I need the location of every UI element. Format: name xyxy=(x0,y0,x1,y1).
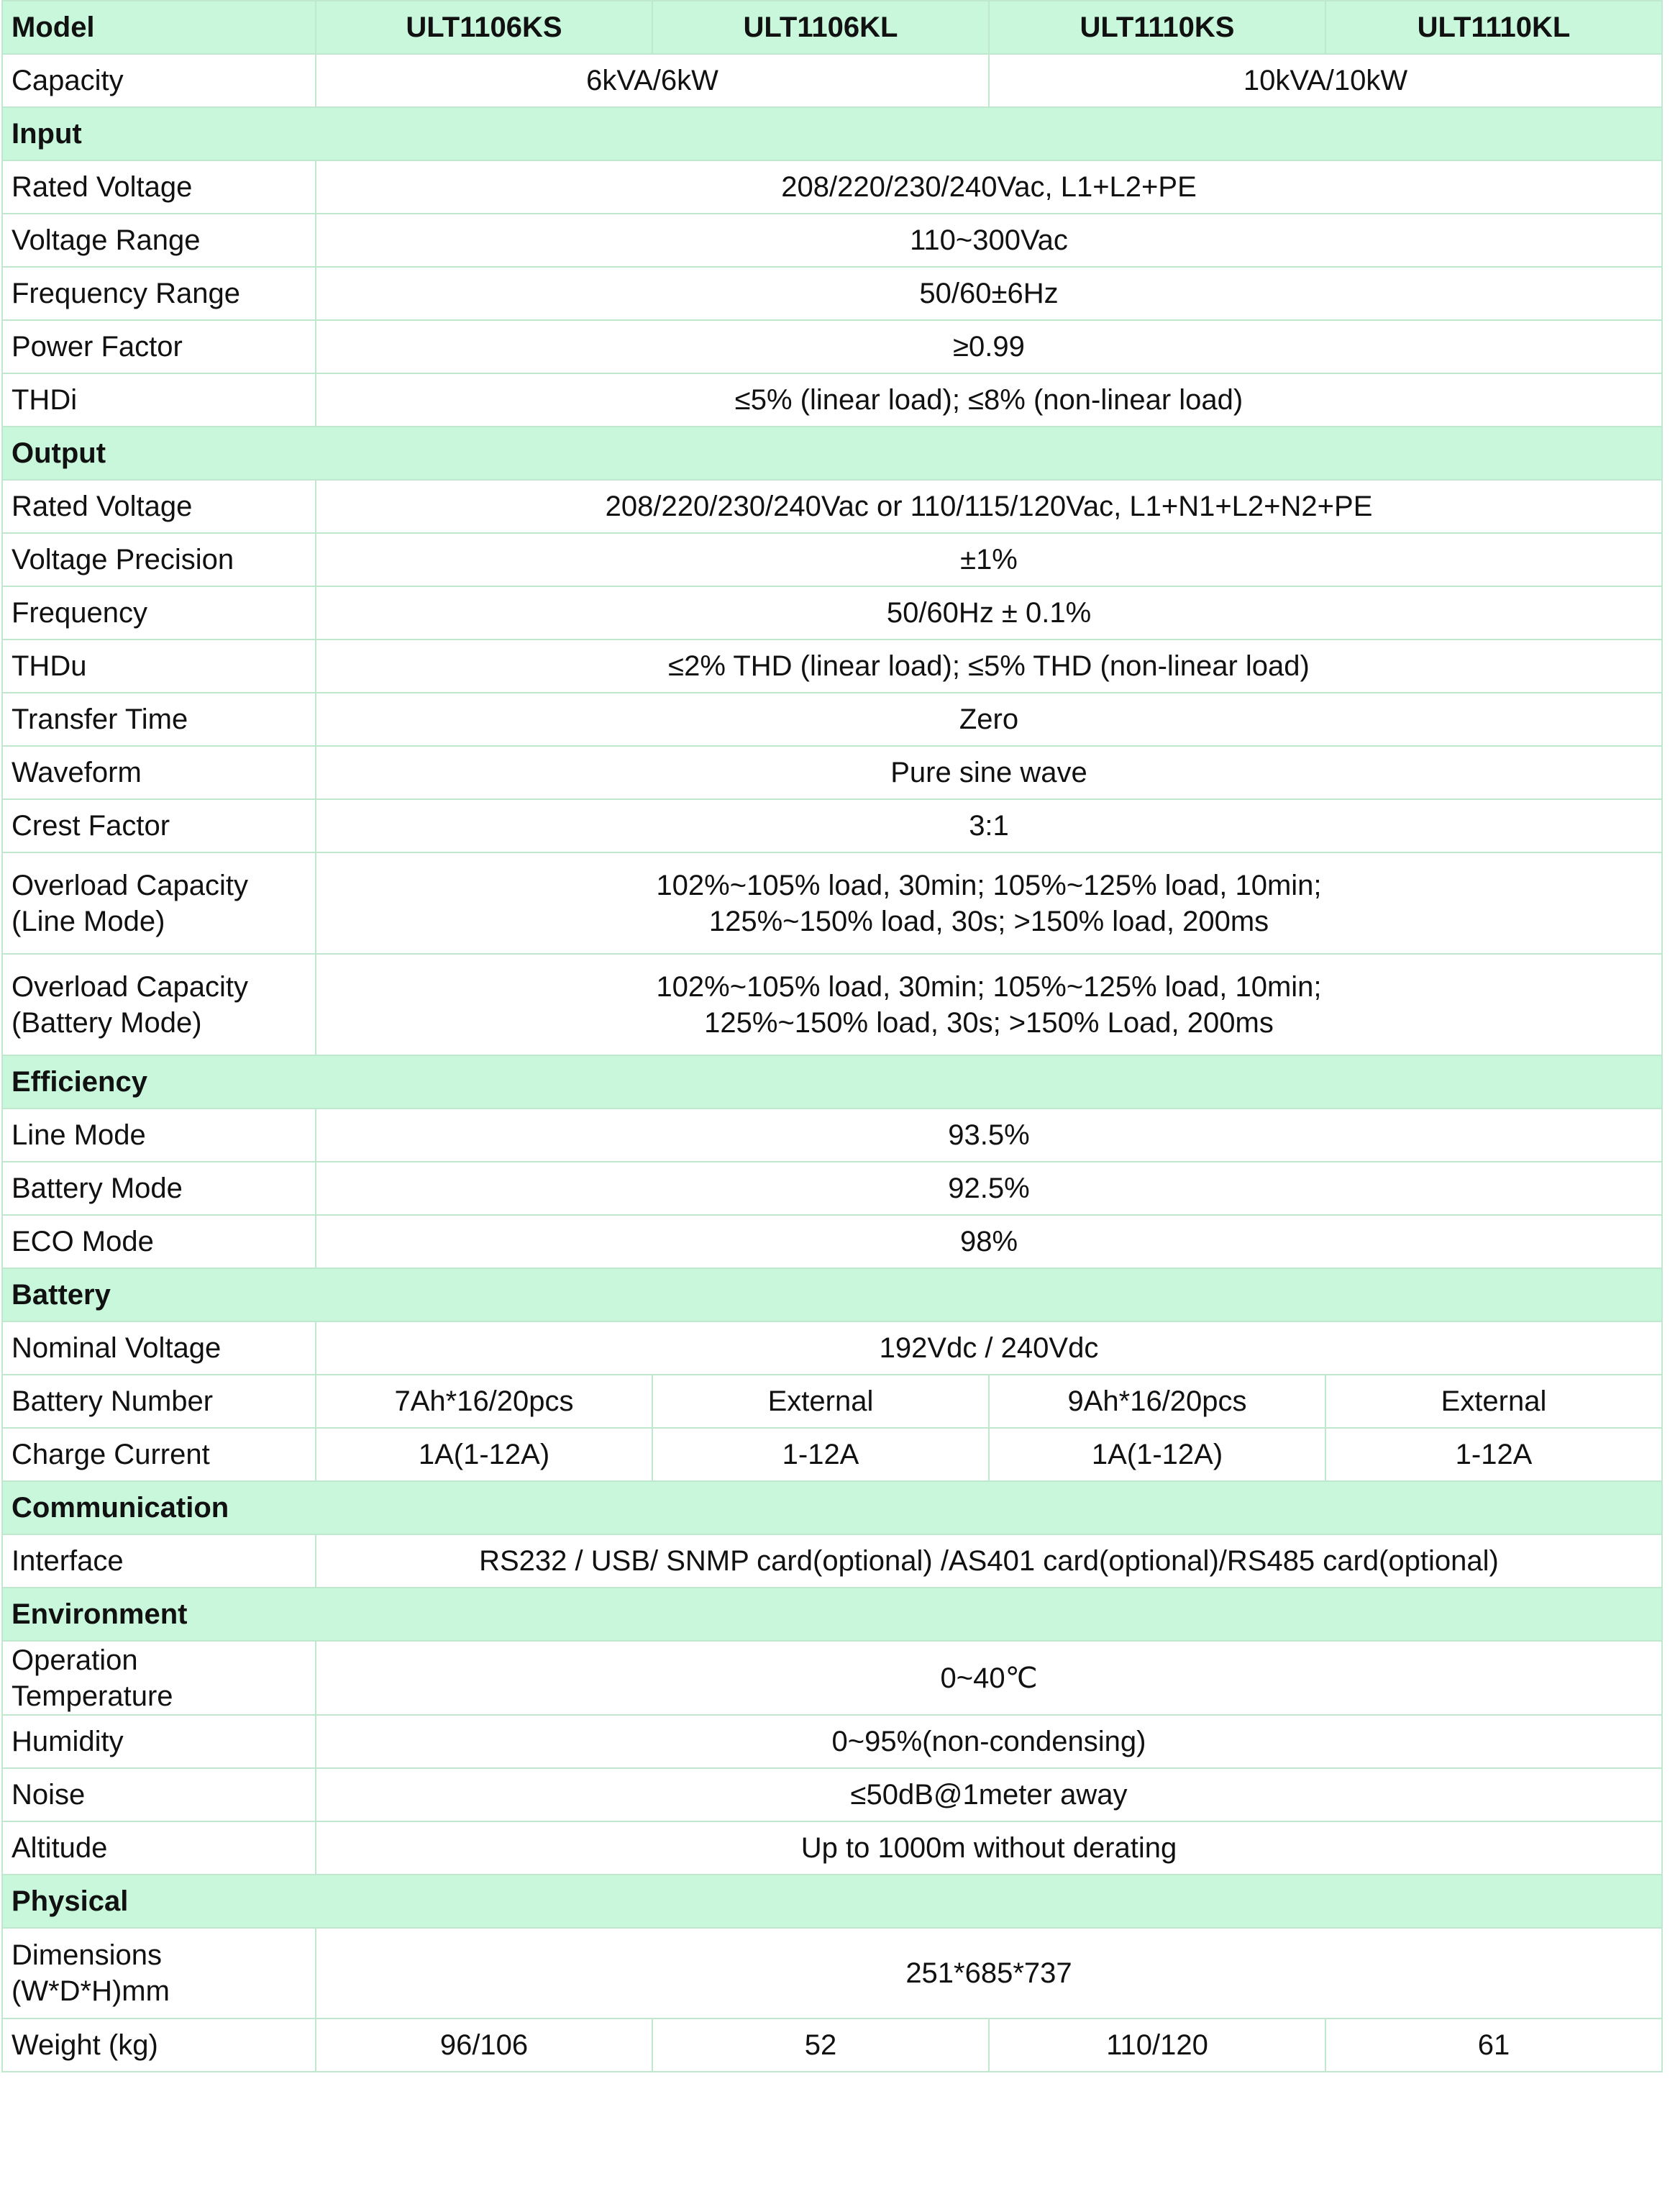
specification-table xyxy=(1,0,1663,2072)
spec-row xyxy=(2,1821,1662,1875)
spec-value: 93.5% xyxy=(316,1109,1662,1162)
model-name-ult1106ks: ULT1106KS xyxy=(316,1,652,54)
label-line-2: (Line Mode) xyxy=(12,905,165,937)
spec-label: Altitude xyxy=(2,1821,316,1875)
spec-value: ≥0.99 xyxy=(316,320,1662,373)
overload-line-mode-label xyxy=(2,852,316,954)
label-line-1: Dimensions xyxy=(12,1939,162,1971)
section-title: Communication xyxy=(2,1481,1662,1534)
spec-value: 192Vdc / 240Vdc xyxy=(316,1321,1662,1375)
spec-label: Charge Current xyxy=(2,1428,316,1481)
spec-label: Humidity xyxy=(2,1715,316,1768)
spec-label: THDu xyxy=(2,640,316,693)
spec-label: Rated Voltage xyxy=(2,160,316,214)
spec-row xyxy=(2,480,1662,533)
overload-line-mode-value xyxy=(316,852,1662,954)
label-line-1: Operation xyxy=(12,1644,138,1676)
spec-row xyxy=(2,1715,1662,1768)
spec-row xyxy=(2,320,1662,373)
value-line-1: 102%~105% load, 30min; 105%~125% load, 10min; xyxy=(656,869,1322,901)
spec-value: 96/106 xyxy=(316,2018,652,2072)
spec-label: Nominal Voltage xyxy=(2,1321,316,1375)
capacity-row xyxy=(2,54,1662,107)
spec-label: Battery Number xyxy=(2,1375,316,1428)
spec-label: Crest Factor xyxy=(2,799,316,852)
value-line-2: 125%~150% load, 30s; >150% load, 200ms xyxy=(708,905,1269,937)
section-battery xyxy=(2,1268,1662,1321)
section-efficiency xyxy=(2,1055,1662,1109)
spec-label: Frequency xyxy=(2,586,316,640)
spec-value: 92.5% xyxy=(316,1162,1662,1215)
spec-value: 50/60Hz ± 0.1% xyxy=(316,586,1662,640)
spec-row xyxy=(2,746,1662,799)
spec-value: 9Ah*16/20pcs xyxy=(989,1375,1325,1428)
spec-label: Weight (kg) xyxy=(2,2018,316,2072)
value-line-1: 102%~105% load, 30min; 105%~125% load, 10min; xyxy=(656,970,1322,1003)
overload-battery-mode-value xyxy=(316,954,1662,1055)
section-title: Input xyxy=(2,107,1662,160)
spec-row xyxy=(2,160,1662,214)
spec-label: Voltage Precision xyxy=(2,533,316,586)
spec-value: 52 xyxy=(652,2018,989,2072)
spec-value: Zero xyxy=(316,693,1662,746)
spec-value: RS232 / USB/ SNMP card(optional) /AS401 card(optional)/RS485 card(optional) xyxy=(316,1534,1662,1588)
section-title: Efficiency xyxy=(2,1055,1662,1109)
spec-label: Line Mode xyxy=(2,1109,316,1162)
section-physical xyxy=(2,1875,1662,1928)
spec-row xyxy=(2,1768,1662,1821)
spec-row xyxy=(2,693,1662,746)
dimensions-row xyxy=(2,1928,1662,2018)
spec-row xyxy=(2,214,1662,267)
spec-row xyxy=(2,1109,1662,1162)
spec-label: Rated Voltage xyxy=(2,480,316,533)
spec-label: Power Factor xyxy=(2,320,316,373)
spec-row xyxy=(2,799,1662,852)
spec-value: 3:1 xyxy=(316,799,1662,852)
spec-value: 208/220/230/240Vac or 110/115/120Vac, L1+N1+L2+N2+PE xyxy=(316,480,1662,533)
spec-row xyxy=(2,1215,1662,1268)
charge-current-row xyxy=(2,1428,1662,1481)
model-header-row xyxy=(2,1,1662,54)
spec-value: 1-12A xyxy=(652,1428,989,1481)
spec-label: Battery Mode xyxy=(2,1162,316,1215)
section-communication xyxy=(2,1481,1662,1534)
label-line-2: (Battery Mode) xyxy=(12,1006,202,1039)
spec-row xyxy=(2,267,1662,320)
spec-value: Up to 1000m without derating xyxy=(316,1821,1662,1875)
spec-label: Waveform xyxy=(2,746,316,799)
spec-row xyxy=(2,1162,1662,1215)
spec-value: 110/120 xyxy=(989,2018,1325,2072)
section-title: Physical xyxy=(2,1875,1662,1928)
overload-line-mode-row xyxy=(2,852,1662,954)
spec-label: Voltage Range xyxy=(2,214,316,267)
spec-label: Interface xyxy=(2,1534,316,1588)
spec-value: 251*685*737 xyxy=(316,1928,1662,2018)
spec-row xyxy=(2,373,1662,427)
section-environment xyxy=(2,1588,1662,1641)
battery-number-row xyxy=(2,1375,1662,1428)
spec-value: 98% xyxy=(316,1215,1662,1268)
overload-battery-mode-label xyxy=(2,954,316,1055)
spec-label: Noise xyxy=(2,1768,316,1821)
spec-value: ≤5% (linear load); ≤8% (non-linear load) xyxy=(316,373,1662,427)
capacity-value-6k: 6kVA/6kW xyxy=(316,54,989,107)
spec-value: 110~300Vac xyxy=(316,214,1662,267)
spec-label: Frequency Range xyxy=(2,267,316,320)
label-line-1: Overload Capacity xyxy=(12,970,249,1003)
spec-label: THDi xyxy=(2,373,316,427)
capacity-value-10k: 10kVA/10kW xyxy=(989,54,1662,107)
dimensions-label xyxy=(2,1928,316,2018)
label-line-2: (W*D*H)mm xyxy=(12,1975,170,2007)
spec-value: 61 xyxy=(1325,2018,1662,2072)
spec-value: 1A(1-12A) xyxy=(989,1428,1325,1481)
spec-value: 0~95%(non-condensing) xyxy=(316,1715,1662,1768)
spec-value: External xyxy=(1325,1375,1662,1428)
spec-value: ≤50dB@1meter away xyxy=(316,1768,1662,1821)
spec-value: 7Ah*16/20pcs xyxy=(316,1375,652,1428)
spec-row xyxy=(2,640,1662,693)
model-label: Model xyxy=(2,1,316,54)
weight-row xyxy=(2,2018,1662,2072)
spec-row xyxy=(2,533,1662,586)
overload-battery-mode-row xyxy=(2,954,1662,1055)
operation-temperature-row xyxy=(2,1641,1662,1715)
section-title: Battery xyxy=(2,1268,1662,1321)
spec-value: 208/220/230/240Vac, L1+L2+PE xyxy=(316,160,1662,214)
section-title: Environment xyxy=(2,1588,1662,1641)
spec-value: External xyxy=(652,1375,989,1428)
spec-label: ECO Mode xyxy=(2,1215,316,1268)
label-line-1: Overload Capacity xyxy=(12,869,249,901)
spec-value: ≤2% THD (linear load); ≤5% THD (non-linear load) xyxy=(316,640,1662,693)
section-title: Output xyxy=(2,427,1662,480)
operation-temperature-label xyxy=(2,1641,316,1715)
spec-row xyxy=(2,1534,1662,1588)
spec-row xyxy=(2,586,1662,640)
model-name-ult1106kl: ULT1106KL xyxy=(652,1,989,54)
spec-value: 50/60±6Hz xyxy=(316,267,1662,320)
capacity-label: Capacity xyxy=(2,54,316,107)
spec-value: 1A(1-12A) xyxy=(316,1428,652,1481)
spec-label: Transfer Time xyxy=(2,693,316,746)
value-line-2: 125%~150% load, 30s; >150% Load, 200ms xyxy=(704,1006,1274,1039)
spec-value: 0~40℃ xyxy=(316,1641,1662,1715)
model-name-ult1110ks: ULT1110KS xyxy=(989,1,1325,54)
section-input xyxy=(2,107,1662,160)
spec-value: 1-12A xyxy=(1325,1428,1662,1481)
section-output xyxy=(2,427,1662,480)
spec-row xyxy=(2,1321,1662,1375)
model-name-ult1110kl: ULT1110KL xyxy=(1325,1,1662,54)
spec-value: Pure sine wave xyxy=(316,746,1662,799)
label-line-2: Temperature xyxy=(12,1680,173,1712)
spec-value: ±1% xyxy=(316,533,1662,586)
